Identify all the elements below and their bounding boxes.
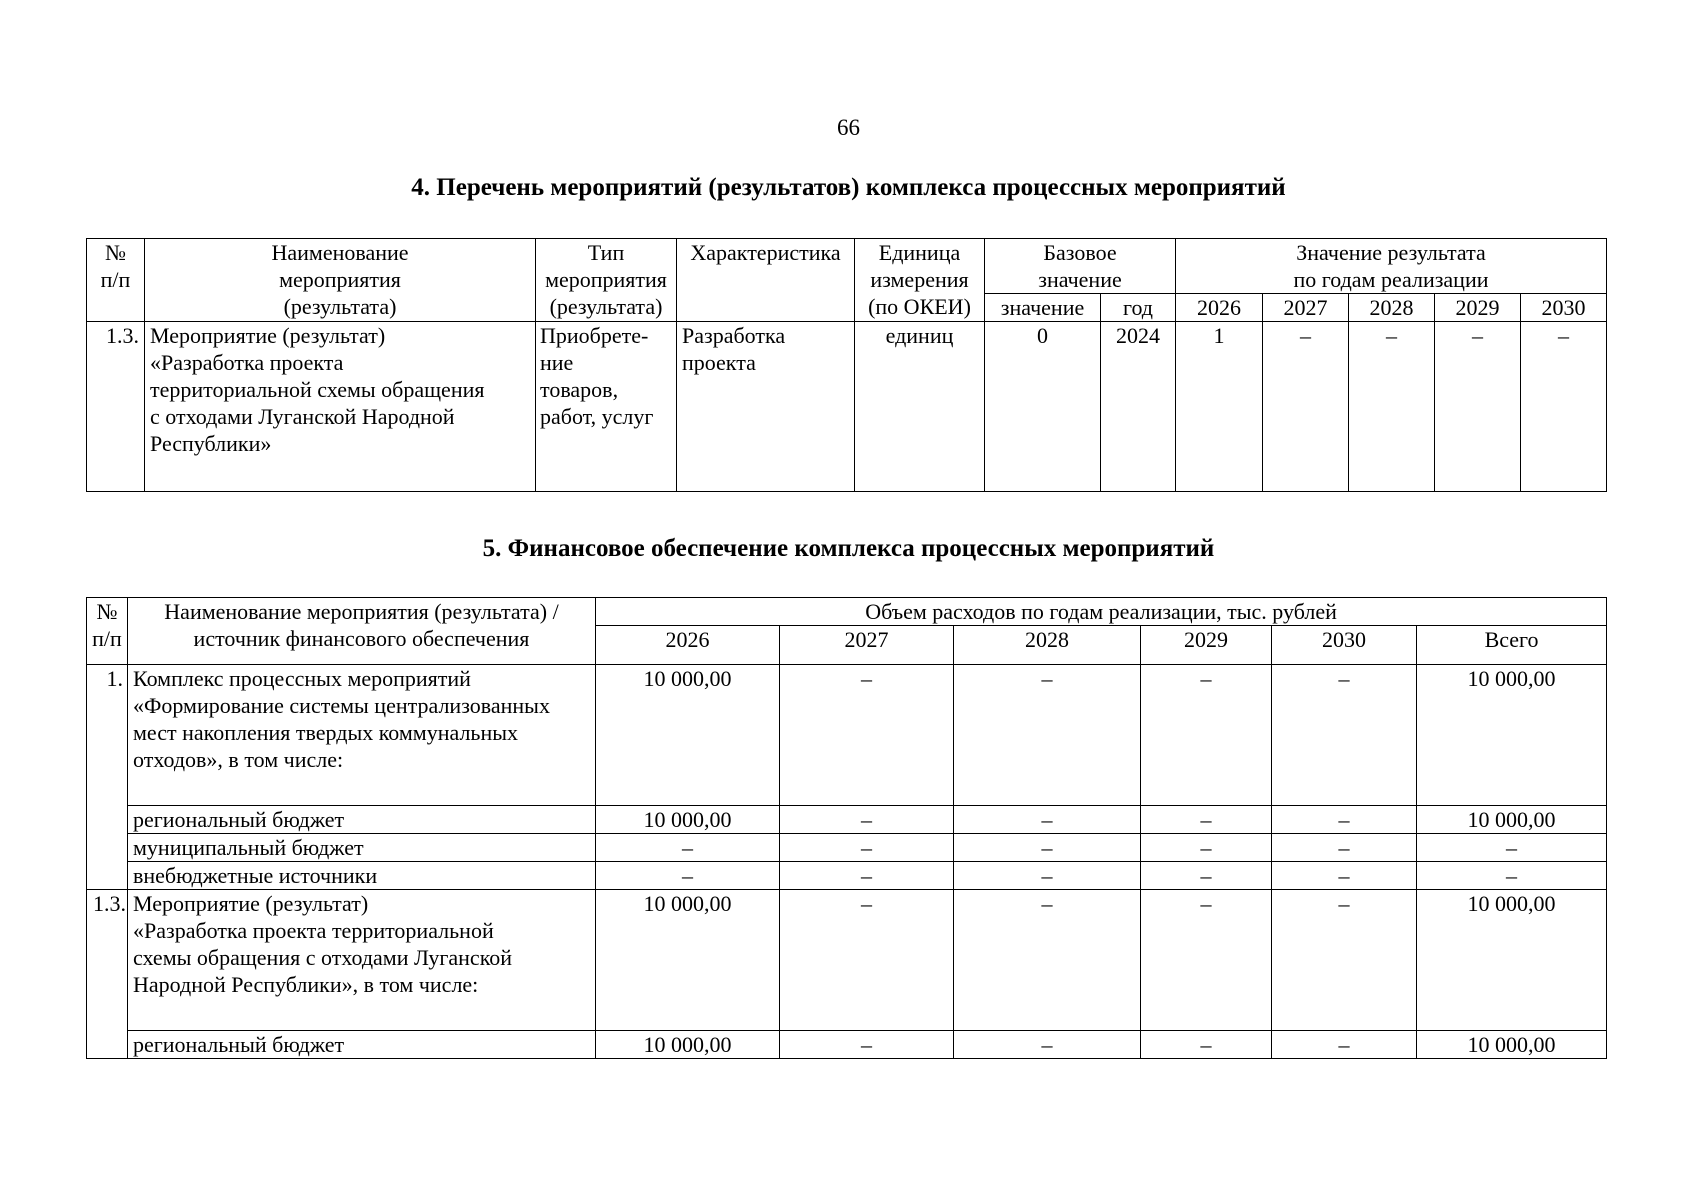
cell-value: – (596, 862, 780, 890)
cell-total: 10 000,00 (1417, 806, 1607, 834)
row-year-value: – (1435, 322, 1521, 492)
row-text: «Разработка проекта (150, 350, 344, 375)
header-base-year: год (1101, 294, 1176, 322)
header-text: источник финансового обеспечения (193, 626, 530, 651)
row-text: схемы обращения с отходами Луганской (133, 945, 513, 970)
cell-value: – (780, 806, 954, 834)
header-text: (результата) (549, 294, 663, 319)
row-name: внебюджетные источники (128, 862, 596, 890)
header-base-value: значение (985, 294, 1101, 322)
row-text: проекта (682, 350, 756, 375)
header-year: 2030 (1272, 626, 1417, 665)
row-text: Мероприятие (результат) (150, 323, 386, 348)
header-name (128, 598, 596, 665)
row-type (536, 322, 677, 492)
row-text: работ, услуг (540, 404, 654, 429)
header-year: 2026 (1176, 294, 1263, 322)
cell-value: – (954, 834, 1141, 862)
header-text: мероприятия (545, 267, 667, 292)
cell-value: – (1141, 862, 1272, 890)
header-text: Базовое (1043, 240, 1117, 265)
header-unit (855, 239, 985, 322)
cell-value: – (1141, 890, 1272, 1031)
activities-table (86, 238, 1607, 492)
header-result (1176, 239, 1607, 294)
row-name (145, 322, 536, 492)
cell-value: – (1272, 862, 1417, 890)
row-text: «Формирование системы централизованных (133, 693, 550, 718)
row-text: Приобрете- (540, 323, 649, 348)
header-text: п/п (92, 626, 122, 651)
header-text: измерения (870, 267, 969, 292)
header-num (87, 239, 145, 322)
row-name: региональный бюджет (128, 1031, 596, 1059)
row-characteristic (677, 322, 855, 492)
header-year: 2027 (780, 626, 954, 665)
row-name: региональный бюджет (128, 806, 596, 834)
header-text: Значение результата (1296, 240, 1486, 265)
header-text: Тип (587, 240, 625, 265)
header-year: 2029 (1435, 294, 1521, 322)
header-year: 2030 (1521, 294, 1607, 322)
row-year-value: – (1349, 322, 1435, 492)
row-base-value: 0 (985, 322, 1101, 492)
row-name (128, 890, 596, 1031)
cell-value: – (1272, 665, 1417, 806)
row-text: Народной Республики», в том числе: (133, 972, 479, 997)
section-5-title: 5. Финансовое обеспечение комплекса процессных мероприятий (482, 535, 1215, 562)
header-text: № (96, 599, 118, 624)
header-volume: Объем расходов по годам реализации, тыс. рублей (596, 598, 1607, 626)
cell-value: – (780, 834, 954, 862)
header-text: (результата) (283, 294, 397, 319)
header-text: Единица (878, 240, 961, 265)
row-text: с отходами Луганской Народной (150, 404, 455, 429)
row-num: 1. (87, 665, 128, 890)
cell-value: 10 000,00 (596, 665, 780, 806)
header-total: Всего (1417, 626, 1607, 665)
cell-value: – (780, 890, 954, 1031)
header-text: (по ОКЕИ) (868, 294, 971, 319)
table-header-row (87, 598, 1607, 626)
row-text: территориальной схемы обращения (150, 377, 485, 402)
header-text: Наименование (271, 240, 409, 265)
header-text: мероприятия (279, 267, 401, 292)
row-text: товаров, (540, 377, 619, 402)
cell-value: 10 000,00 (596, 890, 780, 1031)
table-row (87, 806, 1607, 834)
header-base (985, 239, 1176, 294)
cell-value: 10 000,00 (596, 806, 780, 834)
row-text: «Разработка проекта территориальной (133, 918, 494, 943)
header-characteristic: Характеристика (677, 239, 855, 322)
cell-value: – (954, 1031, 1141, 1059)
row-text: Комплекс процессных мероприятий (133, 666, 471, 691)
header-year: 2027 (1263, 294, 1349, 322)
row-text: отходов», в том числе: (133, 747, 344, 772)
cell-value: – (1272, 890, 1417, 1031)
header-name (145, 239, 536, 322)
table-row (87, 834, 1607, 862)
row-text: мест накопления твердых коммунальных (133, 720, 519, 745)
row-year-value: – (1521, 322, 1607, 492)
row-year-value: 1 (1176, 322, 1263, 492)
header-text: Наименование мероприятия (результата) / (164, 599, 559, 624)
cell-value: – (1141, 1031, 1272, 1059)
cell-total: 10 000,00 (1417, 1031, 1607, 1059)
cell-value: – (1272, 1031, 1417, 1059)
row-num: 1.3. (87, 890, 128, 1059)
table-row (87, 890, 1607, 1031)
cell-total: – (1417, 862, 1607, 890)
header-year: 2026 (596, 626, 780, 665)
cell-value: 10 000,00 (596, 1031, 780, 1059)
row-text: Республики» (150, 431, 272, 456)
table-header-row (87, 239, 1607, 294)
cell-value: – (954, 665, 1141, 806)
cell-total: 10 000,00 (1417, 890, 1607, 1031)
row-text: Мероприятие (результат) (133, 891, 369, 916)
page-number: 66 (837, 115, 860, 140)
cell-value: – (780, 862, 954, 890)
cell-value: – (780, 1031, 954, 1059)
cell-total: – (1417, 834, 1607, 862)
row-num: 1.3. (87, 322, 145, 492)
row-base-year: 2024 (1101, 322, 1176, 492)
row-unit: единиц (855, 322, 985, 492)
cell-value: – (1141, 806, 1272, 834)
cell-value: – (1272, 806, 1417, 834)
row-text: ние (540, 350, 574, 375)
header-type (536, 239, 677, 322)
header-num (87, 598, 128, 665)
row-year-value: – (1263, 322, 1349, 492)
cell-value: – (954, 862, 1141, 890)
row-name (128, 665, 596, 806)
row-text: Разработка (682, 323, 786, 348)
table-row (87, 862, 1607, 890)
table-row (87, 665, 1607, 806)
cell-value: – (1141, 665, 1272, 806)
header-year: 2028 (954, 626, 1141, 665)
cell-total: 10 000,00 (1417, 665, 1607, 806)
header-text: п/п (100, 267, 131, 292)
row-name: муниципальный бюджет (128, 834, 596, 862)
cell-value: – (954, 890, 1141, 1031)
cell-value: – (780, 665, 954, 806)
header-year: 2028 (1349, 294, 1435, 322)
header-text: № (105, 240, 126, 265)
section-4-title: 4. Перечень мероприятий (результатов) комплекса процессных мероприятий (411, 174, 1286, 201)
header-year: 2029 (1141, 626, 1272, 665)
table-row (87, 322, 1607, 492)
header-text: по годам реализации (1293, 267, 1489, 292)
table-row (87, 1031, 1607, 1059)
cell-value: – (1272, 834, 1417, 862)
cell-value: – (596, 834, 780, 862)
cell-value: – (1141, 834, 1272, 862)
header-text: значение (1038, 267, 1122, 292)
financing-table (86, 597, 1607, 1059)
cell-value: – (954, 806, 1141, 834)
